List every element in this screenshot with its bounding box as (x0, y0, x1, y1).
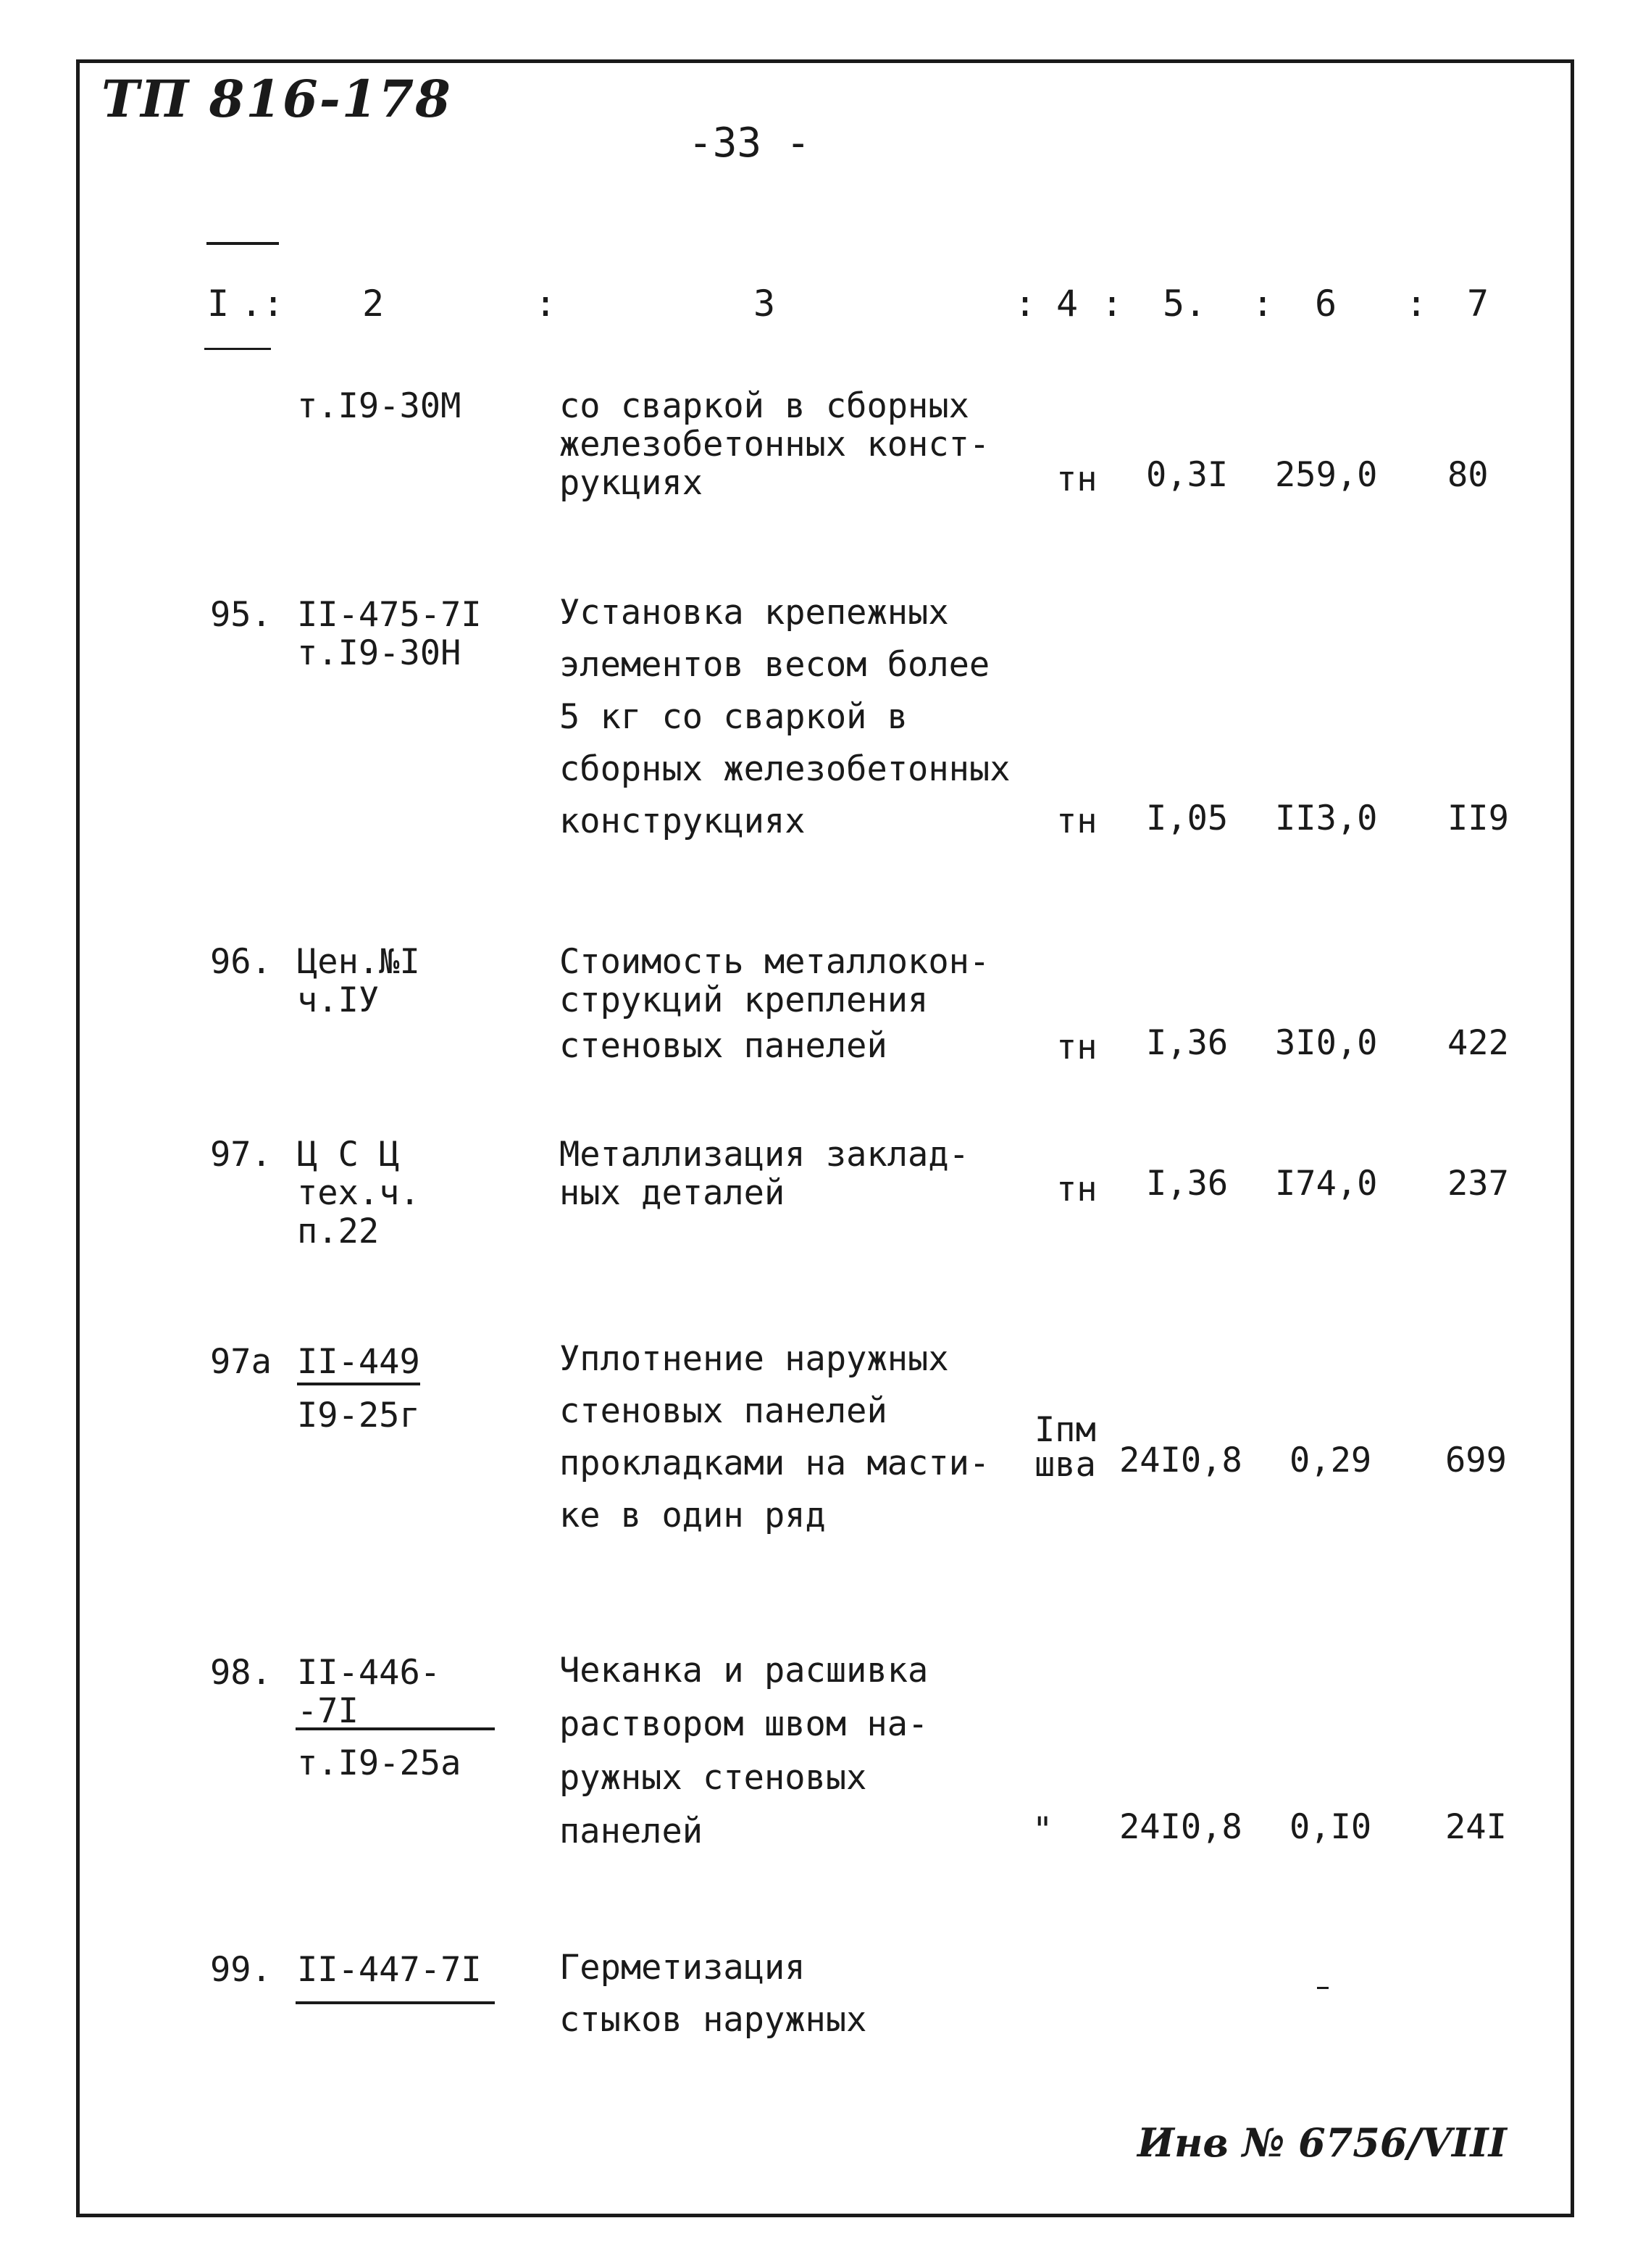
row-desc-line: стеновых панелей (559, 1026, 887, 1066)
row-code-wrapper (297, 1343, 420, 1385)
row-code: I9-25г (297, 1396, 420, 1435)
row-qty: 24I0,8 (1119, 1807, 1242, 1847)
row-code: тех.ч. (297, 1173, 420, 1213)
row-desc-line: Уплотнение наружных (559, 1339, 949, 1379)
row-desc-line: рукциях (559, 463, 703, 503)
header-col-4: 4 (1056, 283, 1079, 325)
row-desc-line: Металлизация заклад- (559, 1135, 969, 1175)
row-desc-line: панелей (559, 1812, 703, 1851)
row-desc-line: раствором швом на- (559, 1704, 929, 1744)
row-number: 96. (210, 942, 272, 982)
header-sep-5: : (1252, 283, 1274, 325)
row-number: 95. (210, 595, 272, 635)
header-col-1: I (207, 283, 230, 325)
column-marker-bottom (204, 348, 271, 350)
row-desc-line: ке в один ряд (559, 1496, 826, 1535)
row-qty: 24I0,8 (1119, 1441, 1242, 1480)
row-desc-line: элементов весом более (559, 645, 990, 685)
row-code: Цен.№I (297, 942, 420, 982)
row-desc-line: струкций крепления (559, 980, 929, 1020)
row-qty: I,05 (1146, 799, 1229, 838)
row-total: 237 (1447, 1164, 1509, 1204)
row-unit-2: шва (1034, 1445, 1096, 1485)
row-desc-line: Чеканка и расшивка (559, 1651, 929, 1690)
row-code: Ц С Ц (297, 1135, 400, 1175)
row-code: II-447-7I (297, 1950, 482, 1990)
row-total: 699 (1445, 1441, 1507, 1480)
row-desc-line: Герметизация (559, 1948, 806, 1988)
code-underline (296, 1727, 495, 1730)
row-desc-line: Установка крепежных (559, 593, 949, 633)
row-code: п.22 (297, 1212, 380, 1251)
row-price: 259,0 (1275, 455, 1378, 495)
row-desc-line: конструкциях (559, 801, 806, 841)
row-unit: тн (1056, 459, 1098, 499)
row-price: 3I0,0 (1275, 1023, 1378, 1063)
row-price: II3,0 (1275, 799, 1378, 838)
row-desc-line: Стоимость металлокон- (559, 942, 990, 982)
row-unit: тн (1056, 1027, 1098, 1067)
row-desc-line: ных деталей (559, 1173, 785, 1213)
row-total: 80 (1447, 455, 1489, 495)
document-code: ТП 816-178 (101, 69, 452, 129)
row-code: -7I (297, 1691, 359, 1731)
row-desc-line: стеновых панелей (559, 1391, 887, 1431)
row-desc-line: железобетонных конст- (559, 425, 990, 464)
header-sep-1: .: (241, 283, 285, 325)
row-desc-line: ружных стеновых (559, 1758, 867, 1798)
row-unit: тн (1056, 1170, 1098, 1209)
row-desc-line: стыков наружных (559, 2000, 867, 2040)
row-code: II-475-7I (297, 595, 482, 635)
row-total: 24I (1445, 1807, 1507, 1847)
header-col-7: 7 (1467, 283, 1489, 325)
row-desc-line: прокладками на масти- (559, 1443, 990, 1483)
header-col-5: 5. (1163, 283, 1207, 325)
row-code: ч.IУ (297, 980, 380, 1020)
inventory-number: Инв № 6756/VIII (1137, 2119, 1507, 2166)
row-unit: " (1032, 1810, 1053, 1850)
row-price: I74,0 (1275, 1164, 1378, 1204)
row-qty: I,36 (1146, 1164, 1229, 1204)
header-col-3: 3 (753, 283, 776, 325)
row-number: 98. (210, 1653, 272, 1693)
row-code: II-446- (297, 1653, 441, 1693)
row-price: 0,29 (1289, 1441, 1372, 1480)
row-price: 0,I0 (1289, 1807, 1372, 1847)
row-qty: I,36 (1146, 1023, 1229, 1063)
stray-mark (1317, 1987, 1329, 1989)
row-code: т.I9-30Н (297, 633, 461, 673)
row-desc-line: сборных железобетонных (559, 749, 1011, 789)
row-unit: Iпм (1034, 1410, 1096, 1450)
header-sep-4: : (1101, 283, 1124, 325)
row-total: II9 (1447, 799, 1509, 838)
row-desc-line: со сваркой в сборных (559, 386, 969, 426)
header-col-6: 6 (1315, 283, 1337, 325)
row-total: 422 (1447, 1023, 1509, 1063)
header-sep-6: : (1405, 283, 1428, 325)
header-sep-3: : (1014, 283, 1037, 325)
row-desc-line: 5 кг со сваркой в (559, 697, 908, 737)
row-qty: 0,3I (1146, 455, 1229, 495)
header-col-2: 2 (362, 283, 385, 325)
column-marker-top (206, 242, 279, 245)
row-number: 97. (210, 1135, 272, 1175)
code-underline (296, 2001, 495, 2004)
row-number: 99. (210, 1950, 272, 1990)
row-code: т.I9-30М (297, 386, 461, 426)
row-code: т.I9-25а (297, 1743, 461, 1783)
page-number: -33 - (688, 120, 811, 167)
header-sep-2: : (535, 283, 557, 325)
row-number: 97а (210, 1342, 272, 1382)
row-code: II-449 (297, 1343, 420, 1385)
row-unit: тн (1056, 801, 1098, 841)
